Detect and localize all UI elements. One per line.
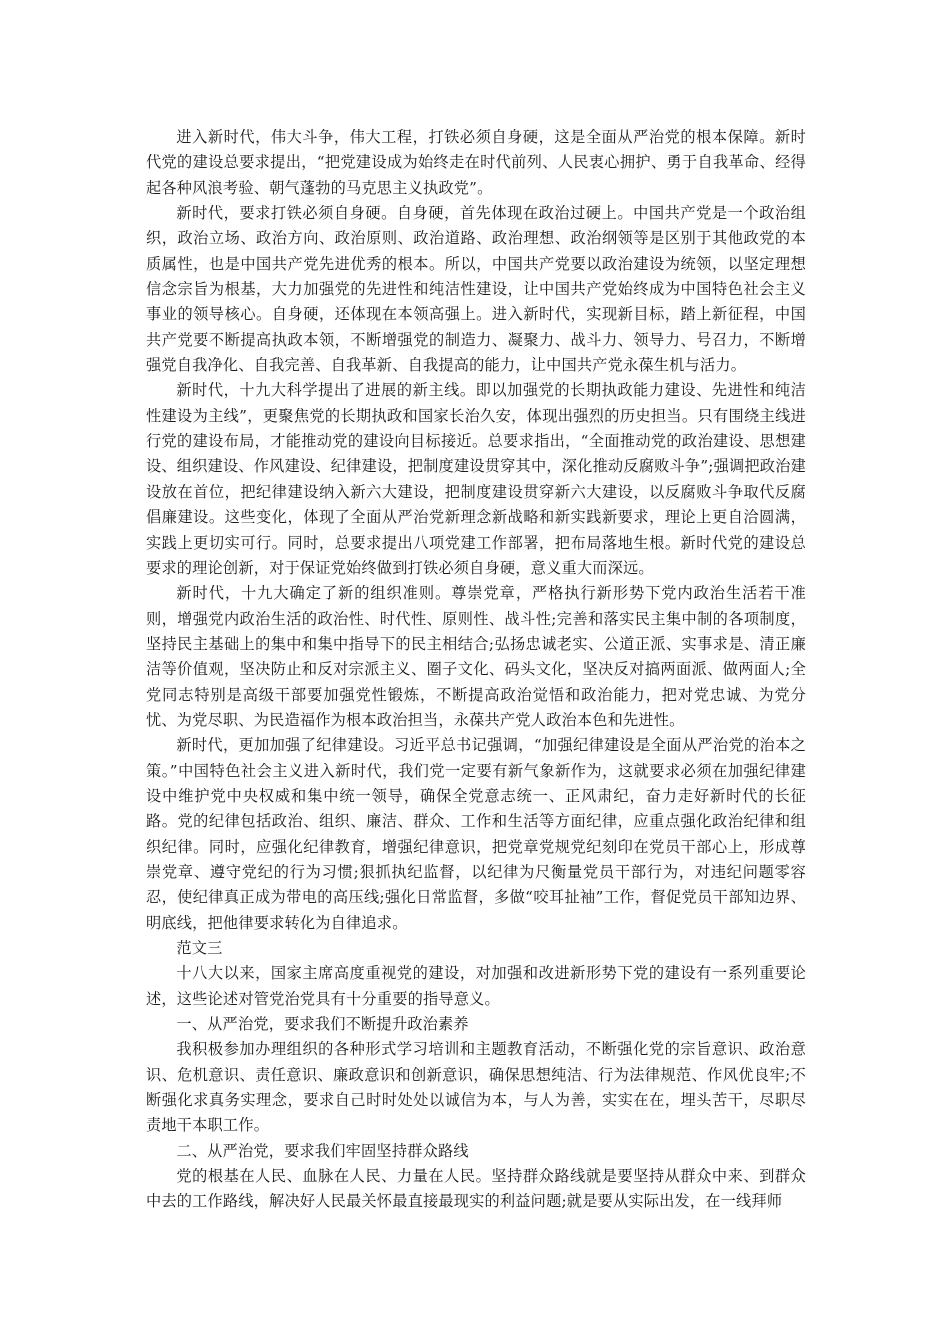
paragraph: 我积极参加办理组织的各种形式学习培训和主题教育活动，不断强化党的宗旨意识、政治意识、危机意识、责任意识、廉政意识和创新意识，确保思想纯洁、行为法律规范、作风优良牢;不断强化求真务实理念，要求自己时时处处以诚信为本，与人为善，实实在在，埋头苦干，尽职尽责地干本职工作。 bbox=[146, 1040, 806, 1135]
paragraph: 新时代，十九大科学提出了进展的新主线。即以加强党的长期执政能力建设、先进性和纯洁性建设为主线”，更聚焦党的长期执政和国家长治久安，体现出强烈的历史担当。只有围绕主线进行党的建设布局，才能推动党的建设向目标接近。总要求指出，“全面推动党的政治建设、思想建设、组织建设、作风建设、纪律建设，把制度建设贯穿其中，深化推动反腐败斗争”;强调把政治建设放在首位，把纪律建设纳入新六大建设，把制度建设贯穿新六大建设，以反腐败斗争取代反腐倡廉建设。这些变化，体现了全面从严治党新理念新战略和新实践新要求，理论上更自洽圆满，实践上更切实可行。同时，总要求提出八项党建工作部署，把布局落地生根。新时代党的建设总要求的理论创新，对于保证党始终做到打铁必须自身硬，意义重大而深远。 bbox=[146, 381, 806, 577]
paragraph: 党的根基在人民、血脉在人民、力量在人民。坚持群众路线就是要坚持从群众中来、到群众中去的工作路线，解决好人民最关怀最直接最现实的利益问题;就是要从实际出发，在一线拜师 bbox=[146, 1167, 806, 1211]
document-body bbox=[146, 125, 806, 1215]
paragraph: 新时代，要求打铁必须自身硬。自身硬，首先体现在政治过硬上。中国共产党是一个政治组织，政治立场、政治方向、政治原则、政治道路、政治理想、政治纲领等是区别于其他政党的本质属性，也是中国共产党先进优秀的根本。所以，中国共产党要以政治建设为统领，以坚定理想信念宗旨为根基，大力加强党的先进性和纯洁性建设，让中国共产党始终成为中国特色社会主义事业的领导核心。自身硬，还体现在本领高强上。进入新时代，实现新目标，踏上新征程，中国共产党要不断提高执政本领，不断增强党的制造力、凝聚力、战斗力、领导力、号召力，不断增强党自我净化、自我完善、自我革新、自我提高的能力，让中国共产党永葆生机与活力。 bbox=[146, 204, 806, 375]
section-title: 范文三 bbox=[176, 939, 223, 957]
section-heading: 二、从严治党，要求我们牢固坚持群众路线 bbox=[176, 1141, 469, 1160]
paragraph: 进入新时代，伟大斗争，伟大工程，打铁必须自身硬，这是全面从严治党的根本保障。新时代党的建设总要求提出，“把党建设成为始终走在时代前列、人民衷心拥护、勇于自我革命、经得起各种风浪考验、朝气蓬勃的马克思主义执政党”。 bbox=[146, 128, 806, 197]
paragraph: 新时代，更加加强了纪律建设。习近平总书记强调，“加强纪律建设是全面从严治党的治本之策。”中国特色社会主义进入新时代，我们党一定要有新气象新作为，这就要求必须在加强纪律建设中维护党中央权威和集中统一领导，确保全党意志统一、正风肃纪，奋力走好新时代的长征路。党的纪律包括政治、组织、廉洁、群众、工作和生活等方面纪律，应重点强化政治纪律和组织纪律。同时，应强化纪律教育，增强纪律意识，把党章党规党纪刻印在党员干部心上，形成尊崇党章、遵守党纪的行为习惯;狠抓执纪监督，以纪律为尺衡量党员干部行为，对违纪问题零容忍，使纪律真正成为带电的高压线;强化日常监督，多做“咬耳扯袖”工作，督促党员干部知边界、明底线，把他律要求转化为自律追求。 bbox=[146, 736, 806, 932]
section-heading: 一、从严治党，要求我们不断提升政治素养 bbox=[176, 1015, 469, 1034]
paragraph: 十八大以来，国家主席高度重视党的建设，对加强和改进新形势下党的建设有一系列重要论述，这些论述对管党治党具有十分重要的指导意义。 bbox=[146, 964, 806, 1008]
paragraph: 新时代，十九大确定了新的组织准则。尊崇党章，严格执行新形势下党内政治生活若干准则，增强党内政治生活的政治性、时代性、原则性、战斗性;完善和落实民主集中制的各项制度，坚持民主基础上的集中和集中指导下的民主相结合;弘扬忠诚老实、公道正派、实事求是、清正廉洁等价值观，坚决防止和反对宗派主义、圈子文化、码头文化，坚决反对搞两面派、做两面人;全党同志特别是高级干部要加强党性锻炼，不断提高政治觉悟和政治能力，把对党忠诚、为党分忧、为党尽职、为民造福作为根本政治担当，永葆共产党人政治本色和先进性。 bbox=[146, 584, 806, 729]
